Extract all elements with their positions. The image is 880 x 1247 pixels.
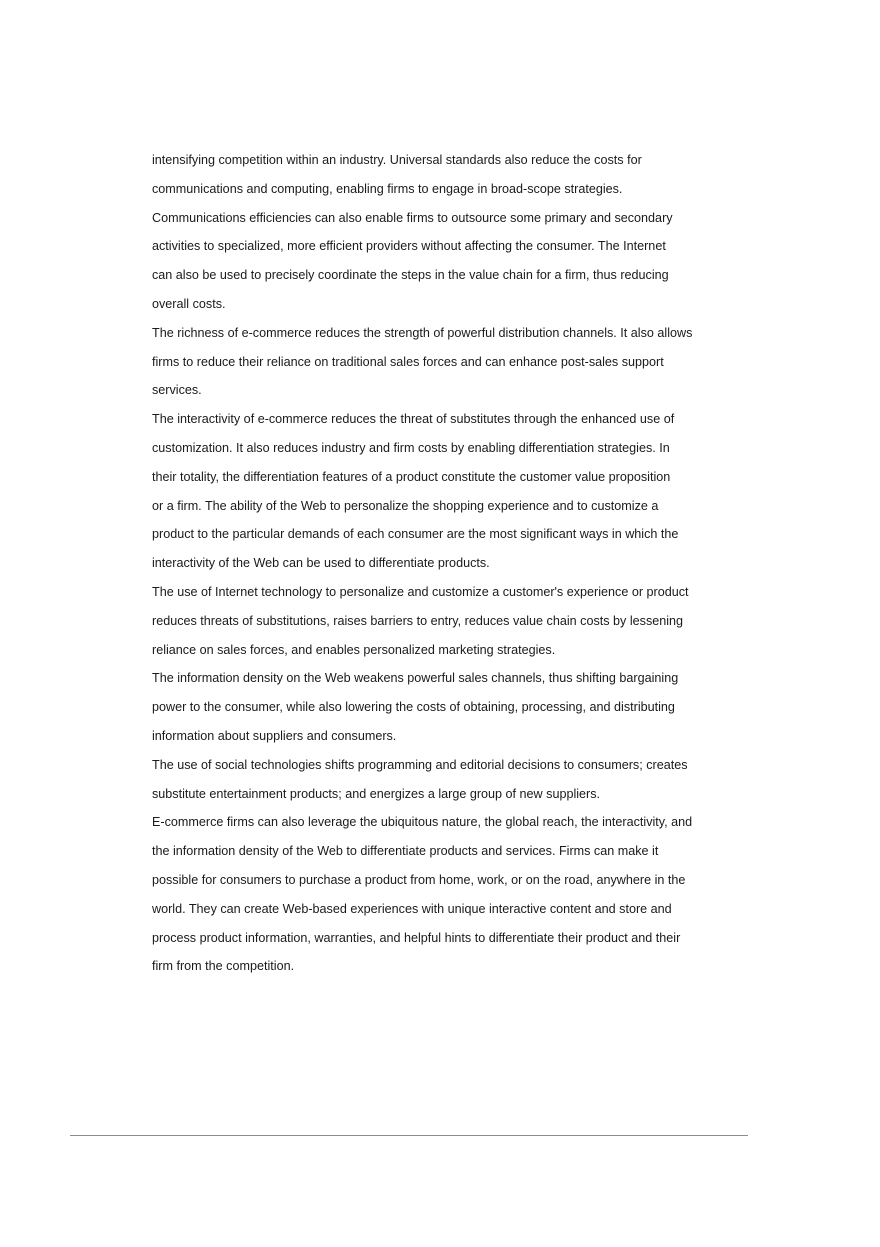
paragraph bbox=[152, 578, 722, 664]
text-line: firms to reduce their reliance on traditional sales forces and can enhance post-sales support bbox=[152, 354, 664, 369]
text-line: Communications efficiencies can also enable firms to outsource some primary and secondary bbox=[152, 210, 673, 225]
text-line: E-commerce firms can also leverage the ubiquitous nature, the global reach, the interactivity, and bbox=[152, 815, 693, 830]
text-line: services. bbox=[152, 383, 202, 398]
text-line: The use of social technologies shifts programming and editorial decisions to consumers; creates bbox=[152, 757, 688, 772]
paragraph bbox=[152, 808, 722, 981]
text-line: reduces threats of substitutions, raises barriers to entry, reduces value chain costs by lessening bbox=[152, 613, 684, 628]
text-line: The use of Internet technology to personalize and customize a customer's experience or product bbox=[152, 584, 689, 599]
footer-divider bbox=[70, 1135, 748, 1136]
text-line: The interactivity of e-commerce reduces the threat of substitutes through the enhanced use of bbox=[152, 412, 675, 427]
text-line: or a firm. The ability of the Web to personalize the shopping experience and to customize a bbox=[152, 498, 659, 513]
text-line: reliance on sales forces, and enables personalized marketing strategies. bbox=[152, 642, 556, 657]
paragraph bbox=[152, 319, 722, 405]
text-line: activities to specialized, more efficient providers without affecting the consumer. The Internet bbox=[152, 239, 666, 254]
paragraph bbox=[152, 664, 722, 750]
text-line: power to the consumer, while also lowering the costs of obtaining, processing, and distributing bbox=[152, 700, 675, 715]
text-line: The information density on the Web weakens powerful sales channels, thus shifting bargaining bbox=[152, 671, 679, 686]
paragraph bbox=[152, 751, 722, 809]
text-line: The richness of e-commerce reduces the strength of powerful distribution channels. It also allows bbox=[152, 325, 693, 340]
paragraph bbox=[152, 146, 722, 319]
text-line: information about suppliers and consumers. bbox=[152, 728, 397, 743]
text-line: process product information, warranties, and helpful hints to differentiate their product and their bbox=[152, 930, 681, 945]
text-line: intensifying competition within an industry. Universal standards also reduce the costs for bbox=[152, 153, 642, 167]
text-line: their totality, the differentiation features of a product constitute the customer value proposition bbox=[152, 469, 671, 484]
text-line: the information density of the Web to differentiate products and services. Firms can make it bbox=[152, 844, 659, 859]
text-line: customization. It also reduces industry and firm costs by enabling differentiation strategies. In bbox=[152, 440, 670, 455]
text-line: substitute entertainment products; and energizes a large group of new suppliers. bbox=[152, 786, 601, 801]
text-line: interactivity of the Web can be used to differentiate products. bbox=[152, 556, 490, 571]
text-line: possible for consumers to purchase a product from home, work, or on the road, anywhere in the bbox=[152, 872, 686, 887]
text-line: can also be used to precisely coordinate the steps in the value chain for a firm, thus reducing bbox=[152, 268, 669, 283]
text-line: product to the particular demands of each consumer are the most significant ways in which the bbox=[152, 527, 679, 542]
text-line: communications and computing, enabling firms to engage in broad-scope strategies. bbox=[152, 181, 623, 196]
text-line: firm from the competition. bbox=[152, 959, 295, 974]
paragraph bbox=[152, 405, 722, 578]
text-line: overall costs. bbox=[152, 296, 226, 311]
text-line: world. They can create Web-based experiences with unique interactive content and store and bbox=[152, 901, 672, 916]
body-text bbox=[152, 146, 722, 981]
